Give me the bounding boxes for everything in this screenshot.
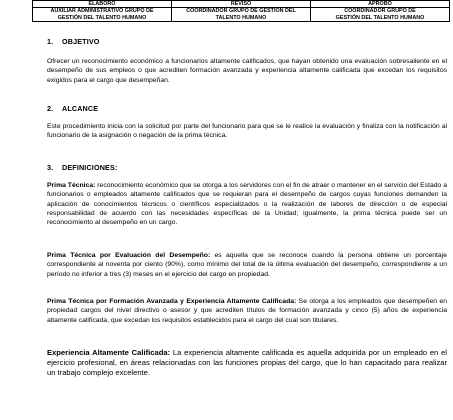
section-heading-definiciones	[47, 163, 447, 172]
section-heading-alcance	[47, 104, 447, 113]
section-heading-objetivo	[47, 37, 447, 46]
header-elaboro: ELABORO	[33, 1, 172, 8]
header-reviso: REVISO	[172, 1, 311, 8]
section-number: 3.	[47, 163, 54, 172]
value-reviso	[172, 8, 311, 22]
section-number: 2.	[47, 104, 54, 113]
definition-experiencia	[47, 348, 447, 377]
value-aprobo-line1: COORDINADOR GRUPO DE	[344, 8, 416, 15]
definition-text: reconocimiento económico que se otorga a los servidores con el fin de atraer o mantener en el servicio del Estado a funcionarios o empleados altamente calificados que se requieran para el desempeño de cargos cuyas funciones demanden la aplicación de conocimientos técnicos o científicos especializados o la realización de labores de dirección o de especial responsabilidad de acuerdo con las necesidades específicas de la Unidad; igualmente, la prima técnica puede ser un reconocimiento al desempeño en un cargo.	[47, 182, 447, 227]
value-aprobo-line2: GESTIÓN DEL TALENTO HUMANO	[335, 14, 425, 21]
value-reviso-line2: TALENTO HUMANO	[215, 14, 267, 21]
definition-prima-formacion	[47, 297, 447, 325]
definition-prima-tecnica	[47, 181, 447, 227]
definition-term: Prima Técnica por Evaluación del Desempeño:	[47, 252, 211, 259]
value-aprobo	[311, 8, 450, 22]
definition-text: Se otorga a los empleados que desempeñen en propiedad cargos del nivel directivo o asesor y que acrediten títulos de formación avanzada y cinco (5) años de experiencia altamente calificada, que excedan los requisitos establecidos para el cargo del cual son titulares.	[47, 298, 447, 324]
value-elaboro-line2: GESTIÓN DEL TALENTO HUMANO	[57, 14, 147, 21]
section-title: OBJETIVO	[62, 37, 100, 46]
alcance-text: Este procedimiento inicia con la solicitud por parte del funcionario para que se le realice la evaluación y finaliza con la notificación al funcionario de la asignación o negación de la prima técnica.	[47, 123, 447, 140]
approval-header-row	[33, 1, 450, 8]
approval-table	[32, 0, 450, 22]
value-elaboro	[33, 8, 172, 22]
value-elaboro-line1: AUXILIAR ADMINISTRATIVO GRUPO DE	[50, 8, 154, 15]
objetivo-text: Ofrecer un reconocimiento económico a funcionarios altamente calificados, que hayan obtenido una evaluación sobresaliente en el desempeño de sus empleos o que acrediten formación avanzada y experiencia altamente calificada que excedan los requisitos exigidos para el cargo que desempeñan.	[47, 58, 447, 84]
definition-text: es aquella que se reconoce cuando la persona obtiene un porcentaje correspondiente al noventa por ciento (90%), como mínimo del total de la última evaluación del desempeño, correspondiente a un período no inferior a tres (3) meses en el ejercicio del cargo en propiedad.	[47, 252, 447, 278]
value-reviso-line1: COORDINADOR GRUPO DE GESTIÓN DEL	[186, 8, 296, 15]
definition-text: La experiencia altamente calificada es aquella adquirida por un empleado en el ejercicio profesional, en áreas relacionadas con las funciones propias del cargo, que lo han capacitado para realizar un trabajo complejo excelente.	[47, 348, 447, 377]
section-title: DEFINICIONES:	[62, 163, 118, 172]
approval-value-row	[33, 8, 450, 22]
definition-term: Experiencia Altamente Calificada:	[47, 348, 171, 357]
section-title: ALCANCE	[62, 104, 99, 113]
definition-term: Prima Técnica:	[47, 182, 96, 189]
definition-prima-evaluacion	[47, 251, 447, 279]
section-number: 1.	[47, 37, 54, 46]
definition-term: Prima Técnica por Formación Avanzada y Experiencia Altamente Calificada:	[47, 298, 297, 305]
header-aprobo: APROBO	[311, 1, 450, 8]
